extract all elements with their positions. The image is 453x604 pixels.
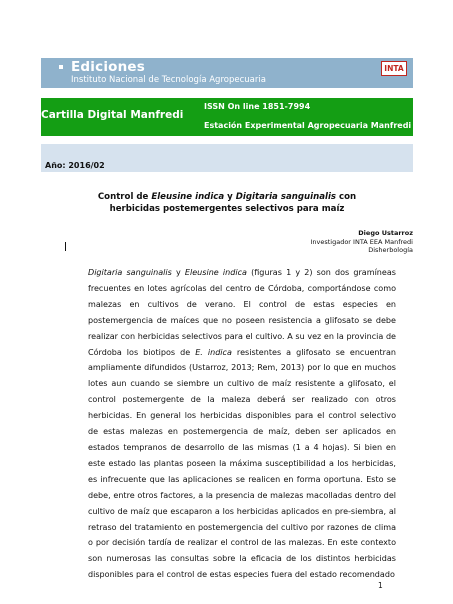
page-number: 1 bbox=[378, 581, 383, 590]
author-role: Investigador INTA EEA Manfredi bbox=[310, 237, 413, 246]
body-text: resistentes a glifosato se encuentran ampliamente difundidos (Ustarroz, 2013; Rem, 2013) por lo que en muchos lotes aun cuando se siembre un cultivo de maíz resistente a glifosato, el control postemergente de la maleza deberá ser realizado con otros herbicidas. En general los herbicidas disponibles para el control selectivo de estas malezas en postemergencia de maíz, deben ser aplicados en estados tempranos de desarrollo de las mismas (1 a 4 hojas). Si bien en este estado las plantas poseen la máxima susceptibilidad a los herbicidas, es infrecuente que las aplicaciones se realicen en forma oportuna. Esto se debe, entre otros factores, a la presencia de malezas macolladas dentro del cultivo de maíz que escaparon a los herbicidas aplicados en pre-siembra, al retraso del tratamiento en postemergencia del cultivo por razones de clima o por decisión tardía de realizar el control de las malezas. En este contexto son numerosas las consultas sobre la eficacia de los distintos herbicidas disponibles para el control de estas especies fuera del estado recomendado bbox=[88, 347, 396, 580]
author-name: Diego Ustarroz bbox=[358, 229, 413, 237]
title-species-2: Digitaria sanguinalis bbox=[235, 192, 337, 202]
ediciones-banner bbox=[41, 58, 413, 88]
body-text: (figuras 1 y 2) son dos gramíneas frecuentes en lotes agrícolas del centro de Córdoba, comportándose como malezas en cultivos de verano. El control de estas especies en postemergencia de maíces que no poseen resistencia a glifosato se debe realizar con herbicidas selectivos para el cultivo. A su vez en la provincia de Córdoba los biotipos de bbox=[88, 268, 396, 357]
article-body bbox=[88, 265, 396, 583]
title-text: Control de bbox=[97, 192, 152, 202]
year-bar bbox=[41, 144, 413, 172]
title-text: con bbox=[336, 192, 357, 202]
banner-bullet-icon bbox=[59, 65, 63, 69]
body-text: y bbox=[171, 268, 185, 277]
cartilla-header bbox=[41, 98, 413, 136]
author-area: Disherbología bbox=[368, 246, 413, 254]
species-name: E. indica bbox=[195, 347, 232, 357]
brand-subtitle: Instituto Nacional de Tecnología Agropecuaria bbox=[71, 75, 266, 85]
species-name: Eleusine indica bbox=[184, 268, 247, 277]
paragraph bbox=[88, 265, 396, 583]
author-block bbox=[310, 229, 413, 255]
species-name: Digitaria sanguinalis bbox=[88, 268, 172, 277]
station-label: Estación Experimental Agropecuaria Manfredi bbox=[204, 121, 412, 130]
inta-logo: INTA bbox=[381, 61, 407, 76]
issn-label: ISSN On line 1851-7994 bbox=[204, 102, 311, 111]
text-cursor bbox=[65, 242, 66, 251]
brand-main-title: Ediciones bbox=[71, 59, 146, 75]
title-line-2: herbicidas postemergentes selectivos para maíz bbox=[109, 204, 345, 214]
cartilla-title: Cartilla Digital Manfredi bbox=[41, 109, 184, 121]
year-label: Año: 2016/02 bbox=[45, 161, 105, 170]
article-title bbox=[41, 191, 413, 215]
title-species-1: Eleusine indica bbox=[151, 192, 225, 202]
title-text: y bbox=[224, 192, 236, 202]
